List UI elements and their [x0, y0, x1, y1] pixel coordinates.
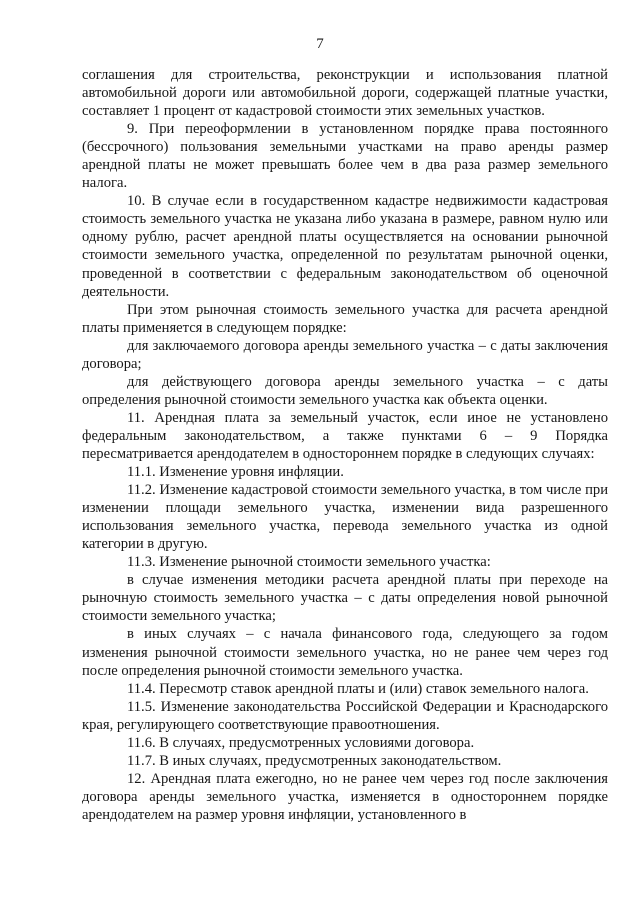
paragraph-11-6: 11.6. В случаях, предусмотренных условиями договора.: [127, 734, 475, 751]
paragraph-11: 11. Арендная плата за земельный участок, если иное не установлено федеральным законодательством, а также пунктами 6 – 9 Порядка пересматривается арендодателем в одностороннем порядке в следующих случаях:: [82, 409, 608, 462]
paragraph-10: 10. В случае если в государственном кадастре недвижимости кадастровая стоимость земельного участка не указана либо указана в размере, равном нулю или одному рублю, расчет арендной платы осуществляется на основании рыночной стоимости земельного участка, определенной по результатам рыночной оценки, проведенной в соответствии с федеральным законодательством об оценочной деятельности.: [82, 193, 608, 300]
paragraph-11-4: 11.4. Пересмотр ставок арендной платы и (или) ставок земельного налога.: [127, 680, 589, 697]
page-number: 7: [316, 36, 324, 52]
paragraph-11-5: 11.5. Изменение законодательства Российской Федерации и Краснодарского края, регулирующего соответствующие правоотношения.: [82, 698, 608, 733]
paragraph-11-3: 11.3. Изменение рыночной стоимости земельного участка:: [127, 554, 491, 571]
paragraph-11-3-method-change: в случае изменения методики расчета арендной платы при переходе на рыночную стоимость земельного участка – с даты определения новой рыночной стоимости земельного участка;: [82, 572, 608, 625]
paragraph-9: 9. При переоформлении в установленном порядке права постоянного (бессрочного) пользования земельными участками на право аренды размер арендной платы не может превышать более чем в два раза размер земельного налога.: [82, 121, 608, 192]
paragraph-existing-contract: для действующего договора аренды земельного участка – с даты определения рыночной стоимости земельного участка как объекта оценки.: [82, 373, 608, 408]
paragraph-market-value-order: При этом рыночная стоимость земельного участка для расчета арендной платы применяется в следующем порядке:: [82, 301, 608, 336]
paragraph-11-1: 11.1. Изменение уровня инфляции.: [127, 464, 344, 481]
paragraph-12: 12. Арендная плата ежегодно, но не ранее чем через год после заключения договора аренды земельного участка, изменяется в одностороннем порядке арендодателем на размер уровня инфляции, установленного в: [82, 770, 608, 823]
paragraph-11-2: 11.2. Изменение кадастровой стоимости земельного участка, в том числе при изменении площади земельного участка, изменении вида разрешенного использования земельного участка, перевода земельного участка из одной категории в другую.: [82, 482, 608, 553]
paragraph-11-7: 11.7. В иных случаях, предусмотренных законодательством.: [127, 752, 502, 769]
document-body: [82, 66, 608, 824]
paragraph-11-3-other-cases: в иных случаях – с начала финансового года, следующего за годом изменения рыночной стоимости земельного участка, но не ранее чем через год после определения рыночной стоимости земельного участка.: [82, 626, 608, 679]
paragraph-continuation: соглашения для строительства, реконструкции и использования платной автомобильной дороги или автомобильной дороги, содержащей платные участки, составляет 1 процент от кадастровой стоимости этих земельных участков.: [82, 67, 608, 120]
paragraph-new-contract: для заключаемого договора аренды земельного участка – с даты заключения договора;: [82, 337, 608, 372]
